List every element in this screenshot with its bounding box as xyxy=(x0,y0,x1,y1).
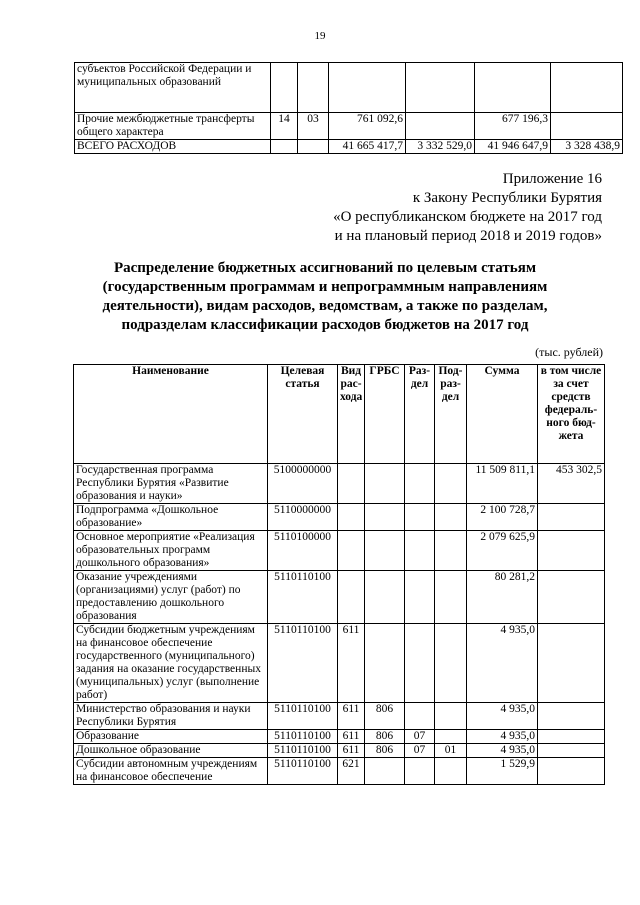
cell-vid xyxy=(338,531,365,571)
cell-vid: 611 xyxy=(338,624,365,703)
cell-podrazdel: 01 xyxy=(435,744,467,758)
cell-target: 5110100000 xyxy=(268,531,338,571)
cell-razdel xyxy=(405,504,435,531)
cell-federal xyxy=(538,571,605,624)
amount-value: 761 092,6 xyxy=(329,113,406,140)
cell-target: 5110110100 xyxy=(268,703,338,730)
cell-razdel xyxy=(405,531,435,571)
cell-sum: 80 281,2 xyxy=(467,571,538,624)
cell-target: 5110110100 xyxy=(268,571,338,624)
cell-grbs xyxy=(365,758,405,785)
cell-sum: 4 935,0 xyxy=(467,730,538,744)
row-name: ВСЕГО РАСХОДОВ xyxy=(75,140,271,154)
table-row xyxy=(74,730,605,744)
cell-grbs xyxy=(365,531,405,571)
cell-vid xyxy=(338,504,365,531)
row-name: субъектов Российской Федерации и муниципальных образований xyxy=(75,63,271,113)
cell-vid: 611 xyxy=(338,744,365,758)
col-header-name: Наименование xyxy=(74,365,268,464)
cell-razdel xyxy=(405,624,435,703)
document-title: Распределение бюджетных ассигнований по целевым статьям (государственным программам и непрограммным направлениям деятельности), видам расходов, ведомствам, а также по разделам, подразделам классификации расходов бюджетов на 2017 год xyxy=(102,260,548,333)
cell-grbs: 806 xyxy=(365,744,405,758)
col-header-federal: в том числе за счет средств федераль-ного бюд-жета xyxy=(538,365,605,464)
cell-podrazdel xyxy=(435,504,467,531)
cell-podrazdel xyxy=(435,571,467,624)
cell-podrazdel xyxy=(435,624,467,703)
table-row xyxy=(75,63,623,113)
row-name: Прочие межбюджетные трансферты общего характера xyxy=(75,113,271,140)
amount-value: 3 328 438,9 xyxy=(551,140,623,154)
cell-podrazdel xyxy=(435,464,467,504)
cell-federal xyxy=(538,504,605,531)
cell-vid: 621 xyxy=(338,758,365,785)
page-number: 19 xyxy=(314,30,326,42)
col-header-sum: Сумма xyxy=(467,365,538,464)
units-label: (тыс. рублей) xyxy=(535,345,603,359)
cell-federal xyxy=(538,531,605,571)
col-header-grbs: ГРБС xyxy=(365,365,405,464)
cell-razdel: 07 xyxy=(405,730,435,744)
cell-sum: 2 100 728,7 xyxy=(467,504,538,531)
col-header-podrazdel: Под-раз-дел xyxy=(435,365,467,464)
cell-razdel xyxy=(405,464,435,504)
cell-target: 5110110100 xyxy=(268,758,338,785)
cell-name: Государственная программа Республики Бурятия «Развитие образования и науки» xyxy=(74,464,268,504)
cell-vid xyxy=(338,464,365,504)
cell-sum: 4 935,0 xyxy=(467,744,538,758)
cell-razdel xyxy=(405,703,435,730)
cell-razdel xyxy=(405,571,435,624)
table-row xyxy=(75,113,623,140)
cell-grbs: 806 xyxy=(365,730,405,744)
cell-federal xyxy=(538,744,605,758)
cell-federal: 453 302,5 xyxy=(538,464,605,504)
cell-name: Субсидии бюджетным учреждениям на финансовое обеспечение государственного (муниципального) задания на оказание государственных (муниципальных) услуг (выполнение работ) xyxy=(74,624,268,703)
cell-target: 5110110100 xyxy=(268,624,338,703)
table-row xyxy=(74,531,605,571)
cell-grbs xyxy=(365,624,405,703)
cell-podrazdel xyxy=(435,703,467,730)
cell-name: Основное мероприятие «Реализация образовательных программ дошкольного образования» xyxy=(74,531,268,571)
cell-name: Подпрограмма «Дошкольное образование» xyxy=(74,504,268,531)
table-row xyxy=(74,624,605,703)
table-row xyxy=(74,744,605,758)
section-code: 14 xyxy=(271,113,298,140)
cell-grbs xyxy=(365,571,405,624)
appendix-line: к Закону Республики Бурятия xyxy=(412,190,602,206)
top-budget-table xyxy=(74,62,623,154)
cell-sum: 4 935,0 xyxy=(467,703,538,730)
cell-name: Оказание учреждениями (организациями) услуг (работ) по предоставлению дошкольного образования xyxy=(74,571,268,624)
cell-federal xyxy=(538,730,605,744)
amount-value: 677 196,3 xyxy=(475,113,551,140)
cell-federal xyxy=(538,758,605,785)
cell-sum: 11 509 811,1 xyxy=(467,464,538,504)
distribution-table xyxy=(73,364,605,785)
cell-sum: 1 529,9 xyxy=(467,758,538,785)
appendix-header xyxy=(333,170,602,246)
amount-value: 41 665 417,7 xyxy=(329,140,406,154)
table-row xyxy=(74,571,605,624)
cell-grbs: 806 xyxy=(365,703,405,730)
col-header-vid: Вид рас-хода xyxy=(338,365,365,464)
table-row-total xyxy=(75,140,623,154)
cell-sum: 4 935,0 xyxy=(467,624,538,703)
col-header-target: Целевая статья xyxy=(268,365,338,464)
cell-target: 5110110100 xyxy=(268,744,338,758)
subsection-code: 03 xyxy=(298,113,329,140)
amount-value: 41 946 647,9 xyxy=(475,140,551,154)
table-row xyxy=(74,504,605,531)
cell-grbs xyxy=(365,464,405,504)
cell-podrazdel xyxy=(435,730,467,744)
cell-razdel: 07 xyxy=(405,744,435,758)
cell-grbs xyxy=(365,504,405,531)
cell-name: Дошкольное образование xyxy=(74,744,268,758)
cell-razdel xyxy=(405,758,435,785)
cell-vid: 611 xyxy=(338,730,365,744)
cell-target: 5110000000 xyxy=(268,504,338,531)
table-row xyxy=(74,464,605,504)
cell-sum: 2 079 625,9 xyxy=(467,531,538,571)
table-header-row xyxy=(74,365,605,464)
appendix-line: и на плановый период 2018 и 2019 годов» xyxy=(334,228,602,244)
cell-podrazdel xyxy=(435,758,467,785)
cell-federal xyxy=(538,703,605,730)
cell-vid: 611 xyxy=(338,703,365,730)
cell-federal xyxy=(538,624,605,703)
cell-name: Образование xyxy=(74,730,268,744)
cell-vid xyxy=(338,571,365,624)
table-row xyxy=(74,703,605,730)
table-row xyxy=(74,758,605,785)
cell-name: Субсидии автономным учреждениям на финансовое обеспечение xyxy=(74,758,268,785)
col-header-razdel: Раз-дел xyxy=(405,365,435,464)
appendix-line: Приложение 16 xyxy=(502,171,602,187)
cell-target: 5100000000 xyxy=(268,464,338,504)
cell-name: Министерство образования и науки Республики Бурятия xyxy=(74,703,268,730)
amount-value: 3 332 529,0 xyxy=(406,140,475,154)
cell-target: 5110110100 xyxy=(268,730,338,744)
cell-podrazdel xyxy=(435,531,467,571)
appendix-line: «О республиканском бюджете на 2017 год xyxy=(333,209,602,225)
